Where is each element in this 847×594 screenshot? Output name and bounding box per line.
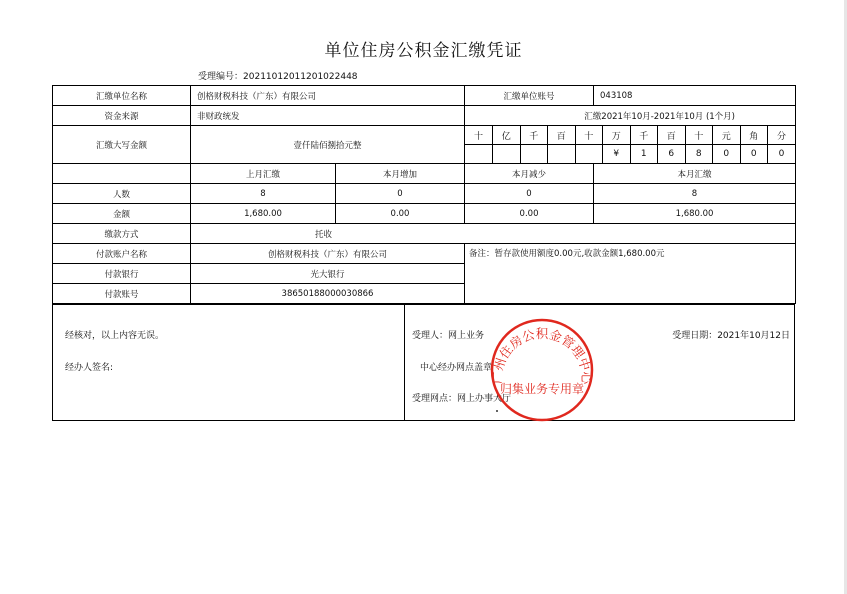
unit-account-label: 汇缴单位账号 (465, 86, 594, 106)
accept-branch: 受理网点：网上办事大厅 (412, 394, 512, 404)
center-seal-label: 中心经办网点盖章 (420, 363, 493, 373)
amount-digit-grid (465, 126, 796, 164)
digit-value-10: 0 (740, 145, 768, 164)
digit-value-6: 1 (630, 145, 658, 164)
digit-value-8: 8 (685, 145, 713, 164)
digit-value-7: 6 (658, 145, 686, 164)
digit-value-1 (493, 145, 521, 164)
period-value: 汇缴2021年10月-2021年10月 (1个月) (465, 106, 796, 126)
amount-last-month: 1,680.00 (191, 204, 336, 224)
digit-header-1: 亿 (493, 126, 521, 145)
digit-header-7: 百 (658, 126, 686, 145)
digit-header-2: 千 (520, 126, 548, 145)
header-this-increase: 本月增加 (336, 164, 465, 184)
acceptance-number (198, 69, 358, 82)
digit-value-4 (575, 145, 603, 164)
digit-value-5: ¥ (603, 145, 631, 164)
digit-value-11: 0 (778, 149, 785, 159)
official-seal-stamp (488, 316, 596, 424)
digit-header-6: 千 (630, 126, 658, 145)
people-increase: 0 (336, 184, 465, 204)
payer-name-value: 创格财税科技（广东）有限公司 (191, 244, 465, 264)
remark: 备注：暂存款使用额度0.00元,收款金额1,680.00元 (465, 244, 796, 304)
verified-text: 经核对，以上内容无误。 (65, 331, 165, 341)
voucher-table (52, 85, 796, 304)
people-this-month: 8 (594, 184, 796, 204)
fund-source-value: 非财政统发 (191, 106, 465, 126)
acceptance-no-value: 20211012011201022448 (243, 72, 358, 82)
unit-name-value: 创格财税科技（广东）有限公司 (191, 86, 465, 106)
digit-value-9: 0 (713, 145, 741, 164)
amount-this-month: 1,680.00 (594, 204, 796, 224)
accept-date: 受理日期：2021年10月12日 (672, 331, 790, 341)
pay-method-label: 缴款方式 (53, 224, 191, 244)
amount-decrease: 0.00 (465, 204, 594, 224)
payer-bank-label: 付款银行 (53, 264, 191, 284)
acceptance-no-label: 受理编号： (198, 72, 244, 82)
amount-label: 金额 (53, 204, 191, 224)
header-blank (53, 164, 191, 184)
header-this-month: 本月汇缴 (594, 164, 796, 184)
people-last-month: 8 (191, 184, 336, 204)
digit-header-9: 元 (713, 126, 741, 145)
people-decrease: 0 (465, 184, 594, 204)
digit-header-0: 十 (465, 126, 493, 145)
digit-header-10: 角 (740, 126, 768, 145)
signature-section (52, 304, 795, 421)
payer-account-value: 38650188000030866 (191, 284, 465, 304)
digit-value-2 (520, 145, 548, 164)
document-title: 单位住房公积金汇缴凭证 (324, 41, 523, 61)
header-last-month: 上月汇缴 (191, 164, 336, 184)
digit-value-0 (465, 145, 493, 164)
payer-account-label: 付款账号 (53, 284, 191, 304)
digit-header-4: 十 (575, 126, 603, 145)
digit-header-5: 万 (603, 126, 631, 145)
amount-upper-value: 壹仟陆佰捌拾元整 (191, 126, 465, 164)
digit-header-3: 百 (548, 126, 576, 145)
digit-header-11: 分 (768, 126, 796, 145)
fund-source-label: 资金来源 (53, 106, 191, 126)
payer-name-label: 付款账户名称 (53, 244, 191, 264)
amount-upper-label: 汇缴大写金额 (53, 126, 191, 164)
seal-outer-path: 广州住房公积金管理中心 (489, 326, 595, 385)
digit-value-3 (548, 145, 576, 164)
header-this-decrease: 本月减少 (465, 164, 594, 184)
signature-divider (404, 305, 405, 420)
digit-header-8: 十 (685, 126, 713, 145)
unit-account-value: 043108 (594, 86, 796, 106)
people-label: 人数 (53, 184, 191, 204)
acceptor: 受理人：网上业务 (412, 331, 485, 341)
handler-signature-label: 经办人签名: (65, 363, 114, 373)
unit-name-label: 汇缴单位名称 (53, 86, 191, 106)
pay-method-value: 托收 (191, 224, 796, 244)
seal-inner-text: 归集业务专用章 (499, 382, 585, 396)
payer-bank-value: 光大银行 (191, 264, 465, 284)
amount-increase: 0.00 (336, 204, 465, 224)
